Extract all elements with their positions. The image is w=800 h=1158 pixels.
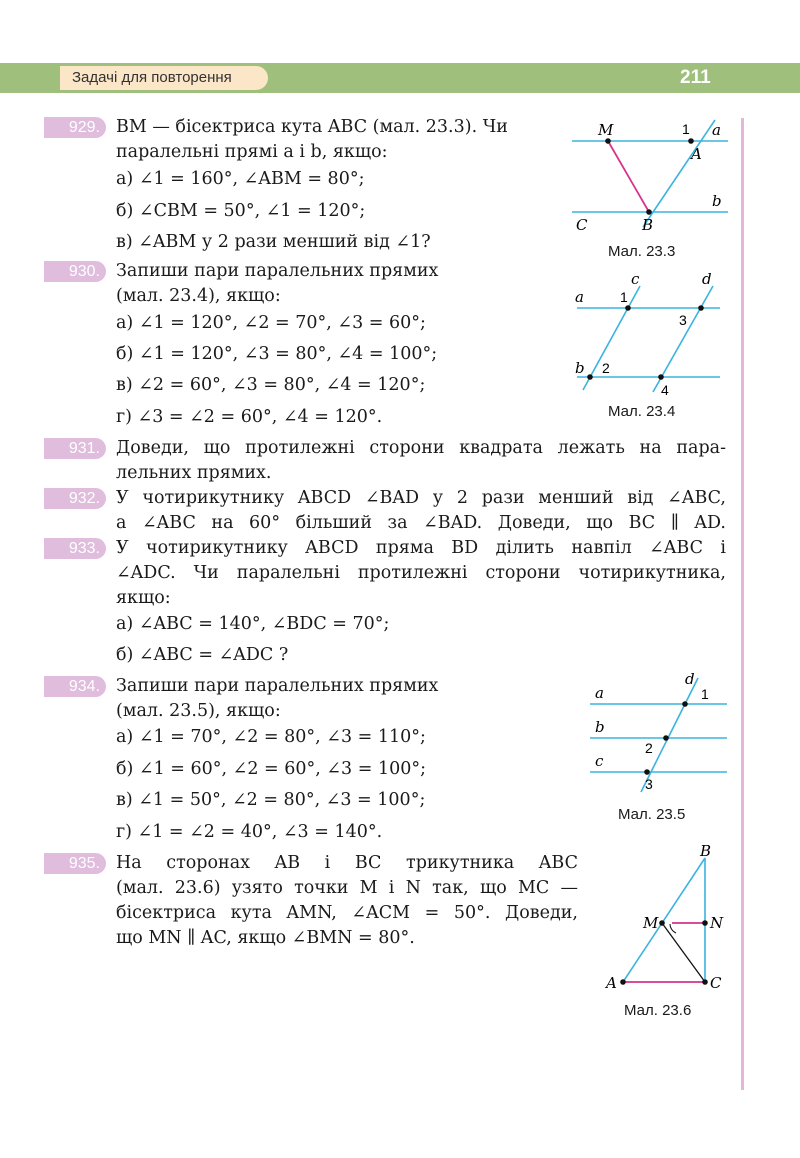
point-bd (658, 374, 664, 380)
figure-23-6 (600, 840, 735, 1000)
label-b-point: B (642, 216, 654, 234)
problem-933-line-3: якщо: (116, 588, 171, 608)
point-m (659, 920, 665, 926)
figure-23-4 (565, 268, 740, 398)
caption-23-6: Мал. 23.6 (624, 1002, 692, 1019)
problem-935-number: 935. (44, 853, 106, 874)
problem-930-number: 930. (44, 261, 106, 282)
label-angle-2: 2 (645, 740, 653, 756)
label-a: a (595, 684, 604, 702)
problem-929-number: 929. (44, 117, 106, 138)
point-bc (587, 374, 593, 380)
problem-929-line-1: BM — бісектриса кута ABC (мал. 23.3). Чи (116, 117, 508, 137)
label-b: b (575, 359, 585, 377)
label-m: M (598, 121, 614, 139)
label-n: N (710, 914, 724, 932)
problem-932-line-2: а ∠ABC на 60° більший за ∠BAD. Доведи, що BC ∥ AD. (116, 513, 726, 533)
problem-934-item-a: а) ∠1 = 70°, ∠2 = 80°, ∠3 = 110°; (116, 727, 426, 747)
label-a-line: a (712, 121, 721, 139)
page-number: 211 (680, 67, 711, 88)
side-ab (623, 858, 705, 982)
problem-934-line-1: Запиши пари паралельних прямих (116, 676, 439, 696)
point-bd (663, 735, 669, 741)
point-a (620, 979, 626, 985)
label-angle-1: 1 (620, 289, 628, 305)
problem-930-line-1: Запиши пари паралельних прямих (116, 261, 439, 281)
caption-23-4: Мал. 23.4 (608, 403, 676, 420)
caption-23-3: Мал. 23.3 (608, 243, 676, 260)
problem-930-line-2: (мал. 23.4), якщо: (116, 286, 281, 306)
line-d (641, 678, 698, 792)
label-angle-1: 1 (682, 121, 690, 137)
transversal-ab (643, 120, 715, 227)
problem-930-item-a: а) ∠1 = 120°, ∠2 = 70°, ∠3 = 60°; (116, 313, 426, 333)
problem-935-line-1: На сторонах AB і BC трикутника ABC (116, 853, 578, 873)
problem-930-item-c: в) ∠2 = 60°, ∠3 = 80°, ∠4 = 120°; (116, 375, 426, 395)
label-m: M (643, 914, 659, 932)
section-title: Задачі для повторення (60, 66, 268, 90)
problem-933-line-2: ∠ADC. Чи паралельні протилежні сторони чотирикутника, (116, 563, 726, 583)
problem-932-line-1: У чотирикутнику ABCD ∠BAD у 2 рази менший від ∠ABC, (116, 488, 726, 508)
label-a: a (575, 288, 584, 306)
point-m (605, 138, 611, 144)
label-b: B (700, 842, 712, 860)
problem-934-item-c: в) ∠1 = 50°, ∠2 = 80°, ∠3 = 100°; (116, 790, 426, 810)
label-c: c (595, 752, 604, 770)
label-c: c (631, 270, 640, 288)
point-ac (625, 305, 631, 311)
problem-935-line-4: що MN ∥ AC, якщо ∠BMN = 80°. (116, 928, 415, 948)
angle-arc (670, 924, 676, 933)
bisector-mc (662, 923, 705, 982)
label-c: C (710, 974, 722, 992)
caption-23-5: Мал. 23.5 (618, 806, 686, 823)
problem-934-line-2: (мал. 23.5), якщо: (116, 701, 281, 721)
problem-935-line-2: (мал. 23.6) узято точки M і N так, що MC — (116, 878, 578, 898)
problem-929-item-c: в) ∠ABM у 2 рази менший від ∠1? (116, 232, 431, 252)
label-angle-1: 1 (701, 686, 709, 702)
problem-933-line-1: У чотирикутнику ABCD пряма BD ділить навпіл ∠ABC і (116, 538, 726, 558)
label-angle-4: 4 (661, 382, 669, 398)
problem-934-number: 934. (44, 676, 106, 697)
label-a-point: A (691, 145, 702, 163)
point-n (702, 920, 708, 926)
point-b (646, 209, 652, 215)
figure-23-3 (560, 115, 735, 240)
point-ad (682, 701, 688, 707)
label-c: C (576, 216, 588, 234)
problem-929-item-b: б) ∠CBM = 50°, ∠1 = 120°; (116, 201, 366, 221)
problem-931-line-2: лельних прямих. (116, 463, 272, 483)
problem-933-item-a: а) ∠ABC = 140°, ∠BDC = 70°; (116, 614, 390, 634)
problem-932-number: 932. (44, 488, 106, 509)
problem-930-item-d: г) ∠3 = ∠2 = 60°, ∠4 = 120°. (116, 407, 383, 427)
point-a (688, 138, 694, 144)
problem-934-item-b: б) ∠1 = 60°, ∠2 = 60°, ∠3 = 100°; (116, 759, 427, 779)
label-d: d (685, 670, 695, 688)
problem-929-line-2: паралельні прямі a і b, якщо: (116, 142, 388, 162)
label-b: b (595, 718, 605, 736)
label-b-line: b (712, 192, 722, 210)
point-cd (644, 769, 650, 775)
problem-931-number: 931. (44, 438, 106, 459)
line-c (583, 286, 640, 390)
problem-934-item-d: г) ∠1 = ∠2 = 40°, ∠3 = 140°. (116, 822, 383, 842)
label-angle-3: 3 (645, 776, 653, 792)
margin-rule (741, 118, 744, 1090)
label-angle-2: 2 (602, 360, 610, 376)
problem-935-line-3: бісектриса кута AMN, ∠ACM = 50°. Доведи, (116, 903, 578, 923)
label-a: A (606, 974, 617, 992)
point-ad (698, 305, 704, 311)
label-angle-3: 3 (679, 312, 687, 328)
point-c (702, 979, 708, 985)
bisector-bm (608, 141, 649, 212)
label-d: d (702, 270, 712, 288)
problem-930-item-b: б) ∠1 = 120°, ∠3 = 80°, ∠4 = 100°; (116, 344, 438, 364)
problem-931-line-1: Доведи, що протилежні сторони квадрата лежать на пара- (116, 438, 726, 458)
problem-933-item-b: б) ∠ABC = ∠ADC ? (116, 645, 289, 665)
problem-929-item-a: а) ∠1 = 160°, ∠ABM = 80°; (116, 169, 365, 189)
problem-933-number: 933. (44, 538, 106, 559)
figure-23-5 (585, 668, 735, 798)
